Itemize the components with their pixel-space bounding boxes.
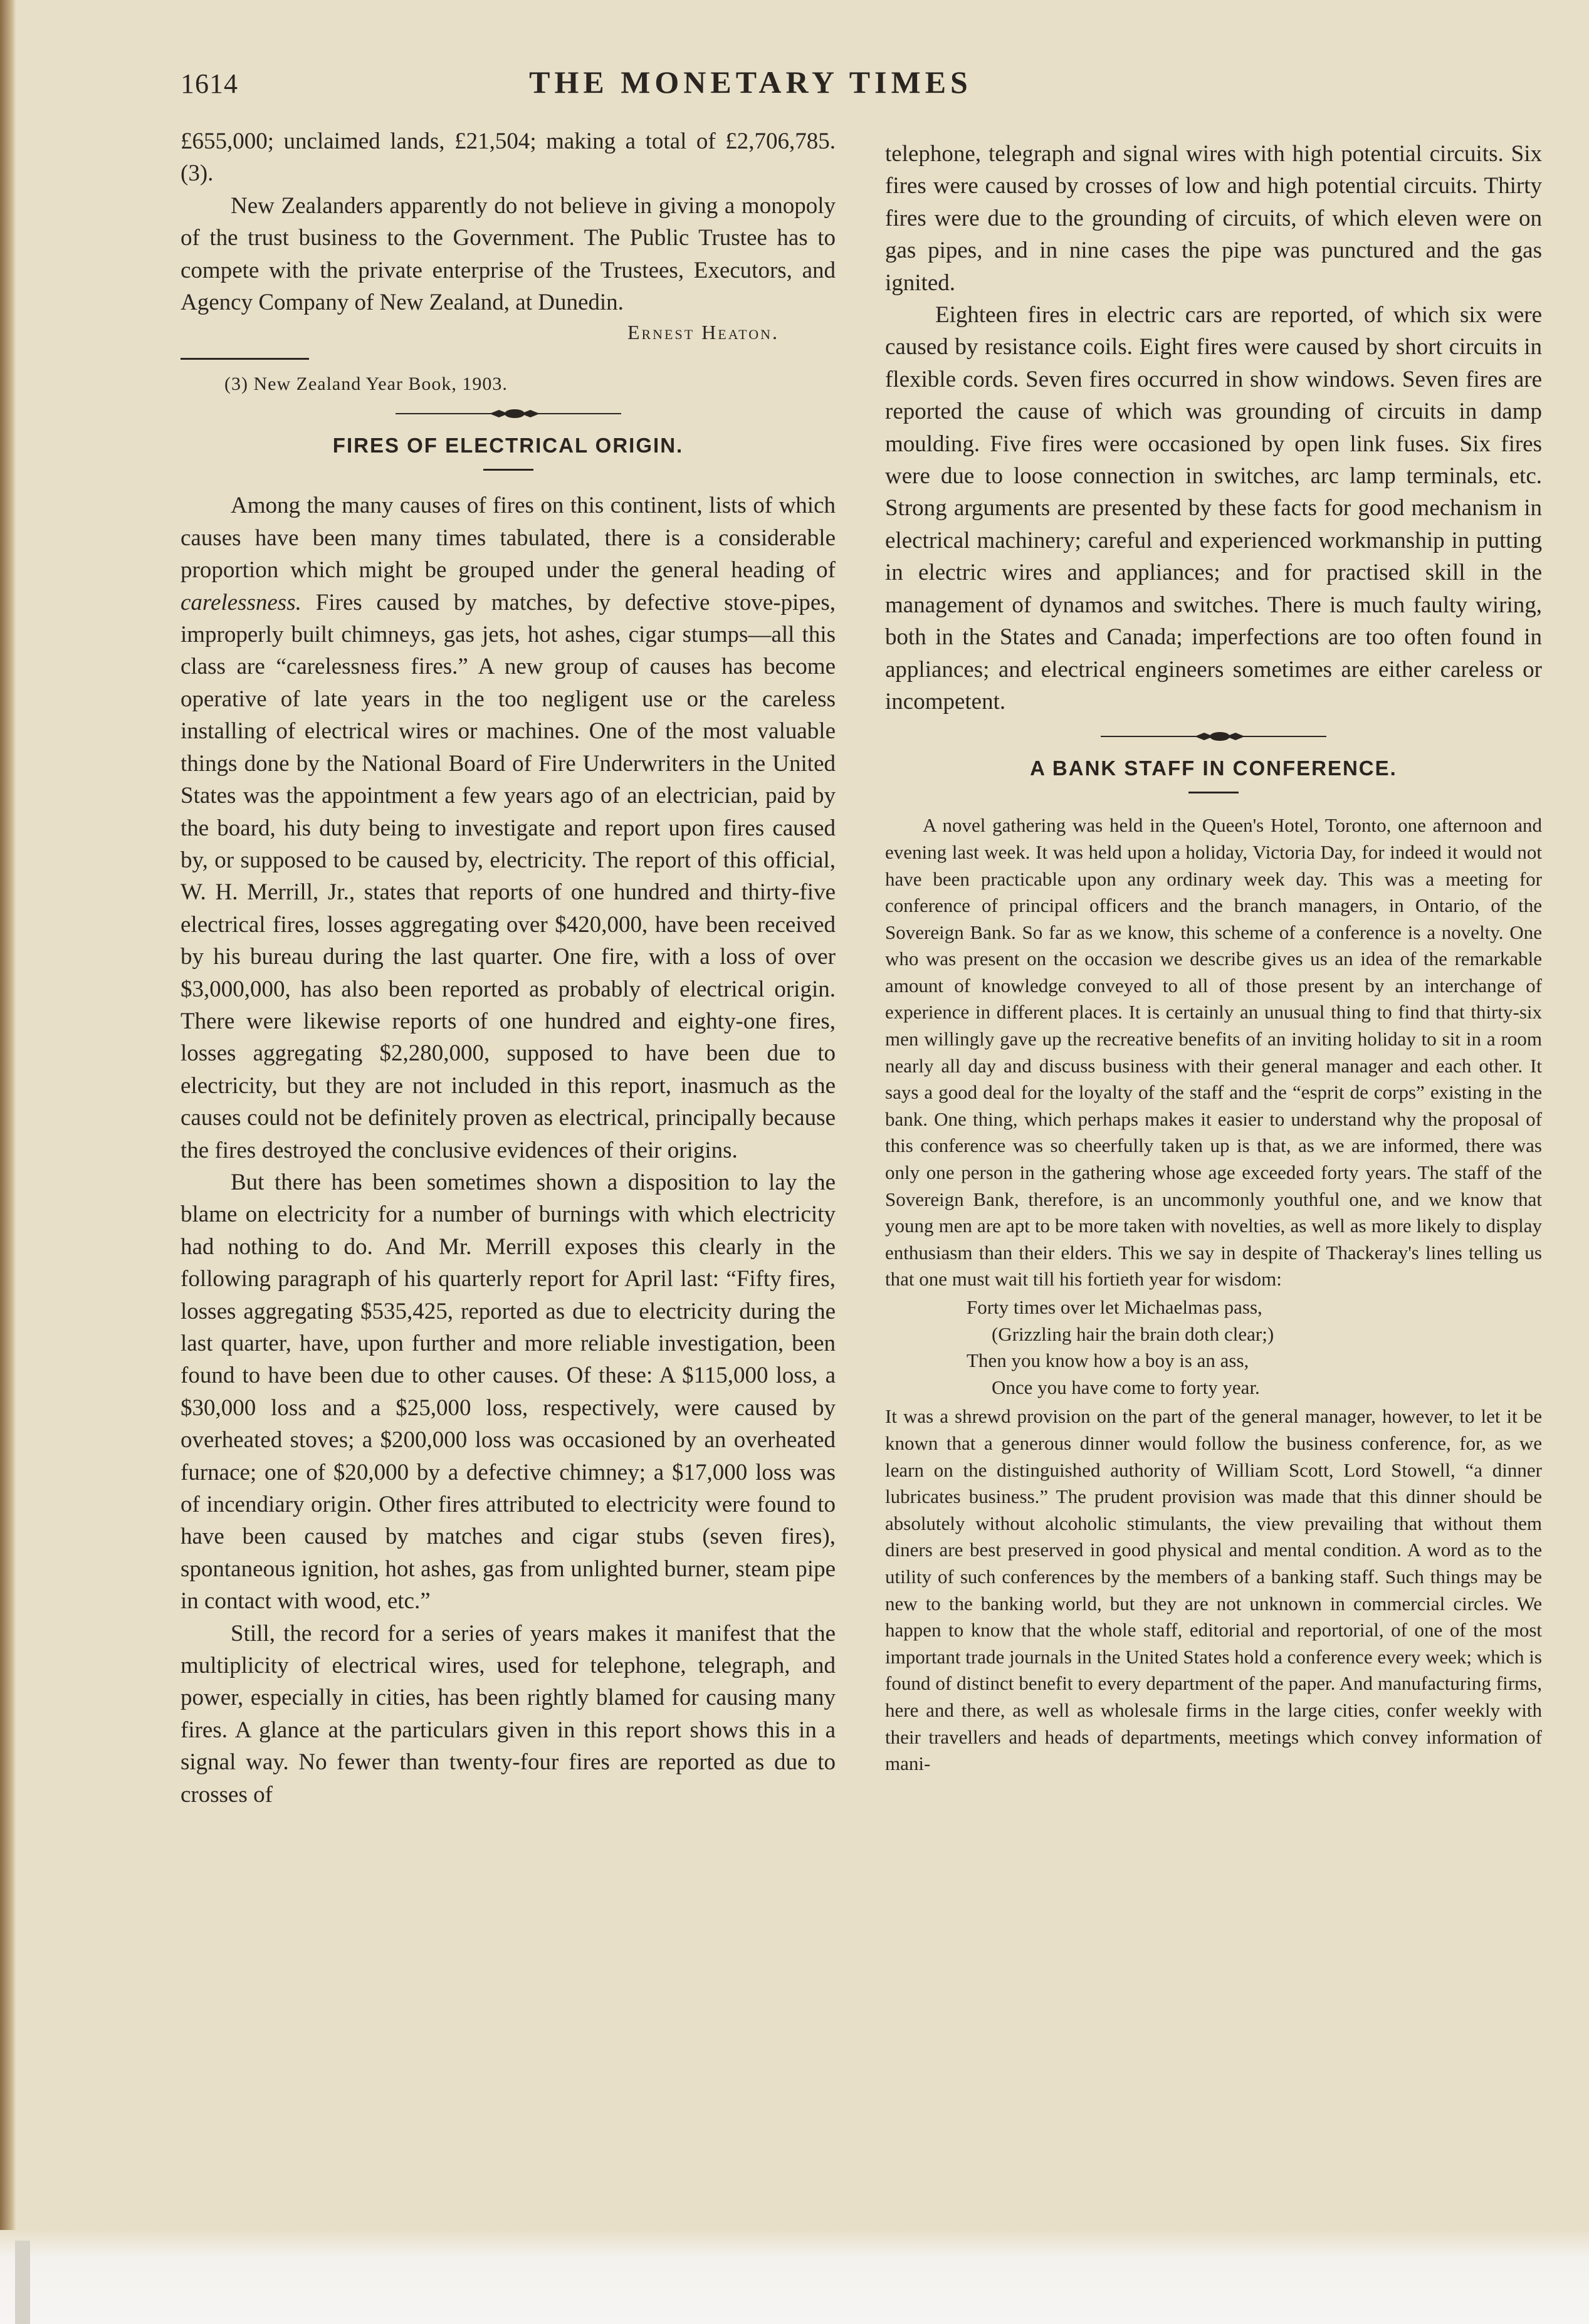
page-number: 1614 bbox=[181, 68, 238, 99]
right-column bbox=[885, 138, 1542, 1777]
paragraph: Still, the record for a series of years makes it manifest that the multiplicity of electrical wires, used for telephone, telegraph, and power, especially in cities, has been rightly blamed for causing many fires. A glance at the particulars given in this report shows this in a signal way. No fewer than twenty-four fires are reported as due to crosses of bbox=[181, 1620, 836, 1808]
emphasis: carelessness. bbox=[181, 589, 302, 615]
poem-line: Then you know how a boy is an ass, bbox=[967, 1349, 1249, 1372]
poem-line: Forty times over let Michaelmas pass, bbox=[967, 1296, 1262, 1318]
article-heading: FIRES OF ELECTRICAL ORIGIN. bbox=[332, 434, 684, 458]
scan-edge bbox=[15, 2241, 30, 2324]
poem bbox=[885, 1294, 1542, 1401]
binding-spine bbox=[0, 0, 16, 2324]
text-run: Fires caused by matches, by defective stove-pipes, improperly built chimneys, gas jets, hot ashes, cigar stumps—all this class are “carelessness fires.” A new group of causes has become operative of late years in the too negligent use or the careless installing of electrical wires or machines. One of the most valuable things done by the National Board of Fire Underwriters in the United States was the appointment a few years ago of an electrician, paid by the board, his duty being to investigate and report upon fires caused by, or supposed to be caused by, electricity. The report of this official, W. H. Merrill, Jr., states that reports of one hundred and thirty-five electrical fires, losses aggregating over $420,000, have been received by his bureau during the last quarter. One fire, with a loss of over $3,000,000, has also been reported as probably of electrical origin. There were likewise reports of one hundred and eighty-one fires, losses aggregating $2,280,000, supposed to have been due to electricity, but they are not included in this report, inasmuch as the causes could not be definitely proven as electrical, principally because the fires destroyed the conclusive evidences of their origins. bbox=[181, 589, 836, 1163]
paragraph: £655,000; unclaimed lands, £21,504; making a total of £2,706,785. (3). bbox=[181, 128, 836, 187]
article-heading: A BANK STAFF IN CONFERENCE. bbox=[1030, 756, 1397, 780]
section-ornament bbox=[1101, 729, 1326, 744]
section-ornament bbox=[396, 406, 621, 421]
paragraph: Eighteen fires in electric cars are reported, of which six were caused by resistance coils. Eight fires were caused by short circuits in flexible cords. Seven fires occurred in show windows. Seven fires are reported the cause of which was grounding of circuits in damp moulding. Five fires were occasioned by open link fuses. Six fires were due to loose connection in switches, arc lamp terminals, etc. Strong arguments are presented by these facts for good mechanism in electrical machinery; careful and experienced workmanship in putting in electric wires and appliances; and for practised skill in the management of dynamos and switches. There is much faulty wiring, both in the States and Canada; imperfections are too often found in appliances; and electrical engineers sometimes are either careless or incompetent. bbox=[885, 302, 1542, 714]
poem-line: Once you have come to forty year. bbox=[992, 1376, 1260, 1398]
paragraph: It was a shrewd provision on the part of the general manager, however, to let it be known that a generous dinner would follow the business conference, for, as we learn on the distinguished authority of William Scott, Lord Stowell, “a dinner lubricates business.” The prudent provision was made that this dinner should be absolutely without alcoholic stimulants, the view prevailing that without them diners are best preserved in good physical and mental condition. A word as to the utility of such conferences by the members of a banking staff. Such things may be new to the banking world, but they are not unknown in commercial circles. We happen to know that the whole staff, editorial and reportorial, of one of the most important trade journals in the United States hold a conference every week; which is found of distinct benefit to every department of the paper. And manufacturing firms, here and there, as well as wholesale firms in the large cities, confer weekly with their travellers and heads of departments, meetings which convey information of mani- bbox=[885, 1405, 1542, 1775]
masthead-title: THE MONETARY TIMES bbox=[529, 65, 972, 100]
poem-line: (Grizzling hair the brain doth clear;) bbox=[992, 1322, 1274, 1345]
heading-rule bbox=[483, 469, 533, 471]
paragraph: But there has been sometimes shown a disposition to lay the blame on electricity for a number of burnings with which electricity had nothing to do. And Mr. Merrill exposes this clearly in the following paragraph of his quarterly report for April last: “Fifty fires, losses aggregating $535,425, reported as due to electricity during the last quarter, have, upon further and more reliable investigation, been found to have been due to other causes. Of these: A $115,000 loss, a $30,000 loss and a $25,000 loss, respectively, were caused by overheated stoves; a $200,000 loss was occasioned by an overheated furnace; one of $20,000 by a defective chimney; a $17,000 loss was of incendiary origin. Other fires attributed to electricity were found to have been caused by matches and cigar stubs (seven fires), spontaneous ignition, hot ashes, gas from unlighted burner, steam pipe in contact with wood, etc.” bbox=[181, 1169, 836, 1615]
author-signature: Ernest Heaton. bbox=[627, 321, 779, 344]
footnote: (3) New Zealand Year Book, 1903. bbox=[224, 374, 508, 395]
paragraph: New Zealanders apparently do not believe in giving a monopoly of the trust business to the Government. The Public Trustee has to compete with the private enterprise of the Trustees, Executors, and Agency Company of New Zealand, at Dunedin. bbox=[181, 192, 836, 316]
paragraph bbox=[181, 489, 836, 1166]
page-margin-bottom bbox=[0, 2230, 1589, 2324]
footnote-rule bbox=[181, 358, 309, 360]
paragraph: A novel gathering was held in the Queen's Hotel, Toronto, one afternoon and evening last week. It was held upon a holiday, Victoria Day, for indeed it would not have been practicable upon any ordinary week day. This was a meeting for conference of principal officers and the branch managers, in Ontario, of the Sovereign Bank. So far as we know, this scheme of a conference is a novelty. One who was present on the occasion we describe gives us an idea of the remarkable amount of knowledge conveyed to all of those present by an interchange of experience in different places. It is certainly an unusual thing to find that thirty-six men willingly gave up the recreative benefits of an inviting holiday to sit in a room nearly all day and discuss business with their general manager and each other. It says a good deal for the loyalty of the staff and the “esprit de corps” existing in the bank. One thing, which perhaps makes it easier to understand why the proposal of this conference was so cheerfully taken up is that, as we are informed, there was only one person in the gathering whose age exceeded forty years. The staff of the Sovereign Bank, therefore, is an uncommonly youthful one, and we know that young men are apt to be more taken with novelties, as well as more likely to display enthusiasm than their elders. This we say in despite of Thackeray's lines telling us that one must wait till his fortieth year for wisdom: bbox=[885, 814, 1542, 1290]
heading-rule bbox=[1188, 792, 1239, 793]
article-body bbox=[885, 812, 1542, 1777]
text-run: Among the many causes of fires on this continent, lists of which causes have been many times tabulated, there is a considerable proportion which might be grouped under the general heading of bbox=[181, 493, 836, 584]
paragraph: telephone, telegraph and signal wires with high potential circuits. Six fires were caused by crosses of low and high potential circuits. Thirty fires were due to the grounding of circuits, of which eleven were on gas pipes, and in nine cases the pipe was punctured and the gas ignited. bbox=[885, 141, 1542, 296]
left-column bbox=[181, 125, 836, 1811]
